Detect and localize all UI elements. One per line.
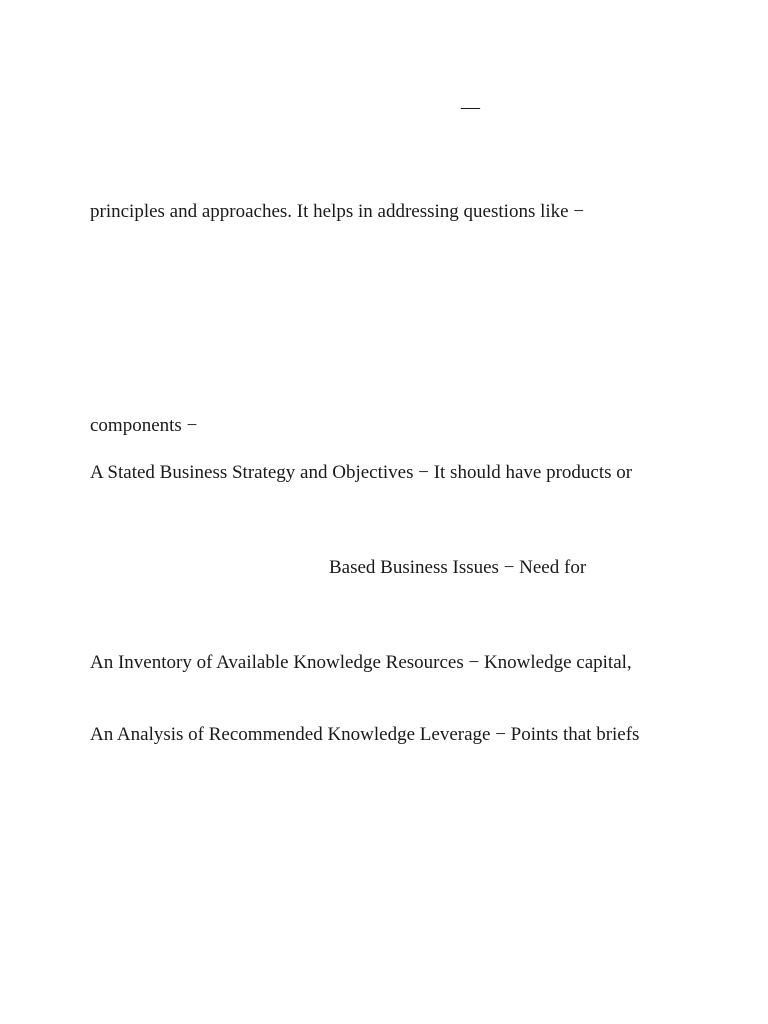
text-line-business-issues: Based Business Issues − Need for — [329, 557, 587, 578]
text-line-principles: principles and approaches. It helps in addressing questions like − — [90, 201, 585, 222]
text-line-components: components − — [90, 415, 198, 436]
text-line-knowledge-inventory: An Inventory of Available Knowledge Resources − Knowledge capital, — [90, 652, 632, 673]
text-line-dash: — — [461, 97, 480, 118]
text-line-knowledge-leverage: An Analysis of Recommended Knowledge Leverage − Points that briefs — [90, 724, 640, 745]
text-line-business-strategy: A Stated Business Strategy and Objectives − It should have products or — [90, 462, 633, 483]
